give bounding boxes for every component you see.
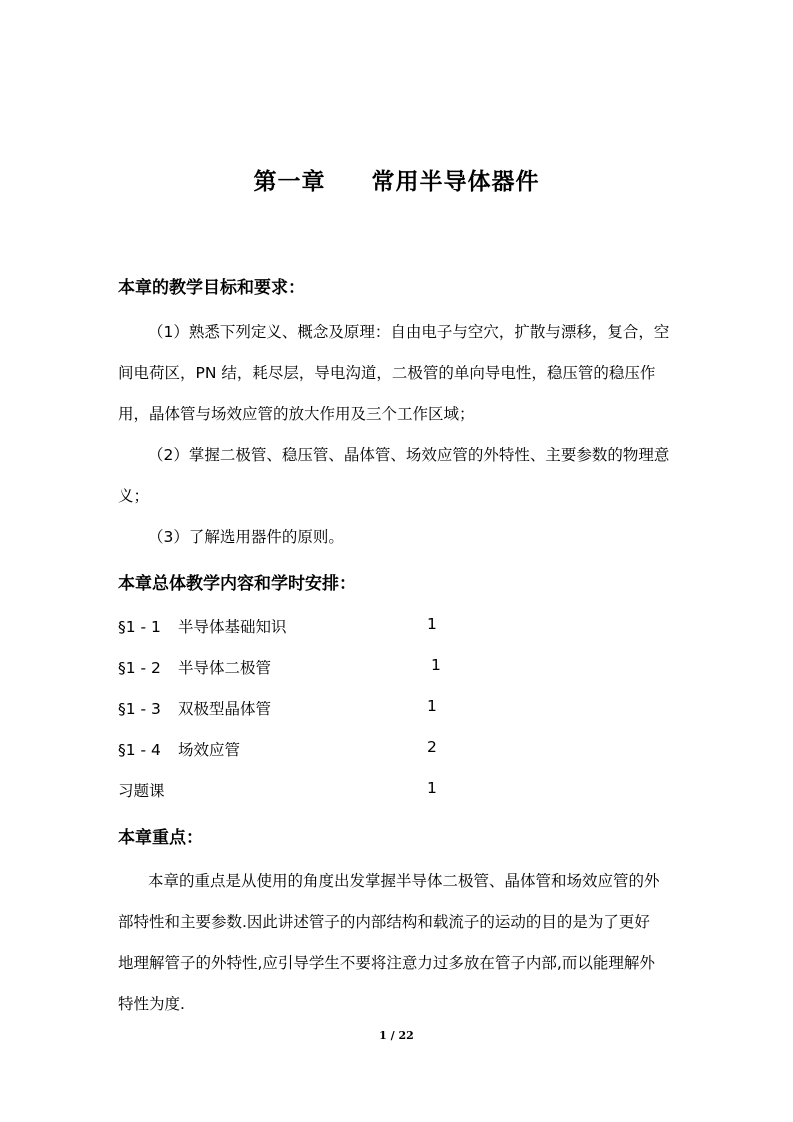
page-number: 1 / 22 [379,1029,414,1042]
schedule-topic: 半导体二极管 [178,659,272,677]
key-points-line: 本章的重点是从使用的角度出发掌握半导体二极管、晶体管和场效应管的外 [148,872,660,890]
key-points-line: 部特性和主要参数.因此讲述管子的内部结构和载流子的运动的目的是为了更好 [118,913,650,931]
goals-heading: 本章的教学目标和要求： [118,278,305,298]
schedule-hours: 1 [427,779,437,797]
goals-line: （3）了解选用器件的原则。 [148,528,344,546]
key-points-line: 特性为度. [118,995,185,1013]
key-points-line: 地理解管子的外特性,应引导学生不要将注意力过多放在管子内部,而以能理解外 [118,954,655,972]
goals-line: 间电荷区，PN 结，耗尽层，导电沟道，二极管的单向导电性，稳压管的稳压作 [118,364,656,382]
goals-line: 用，晶体管与场效应管的放大作用及三个工作区域； [118,405,475,423]
goals-line: （2）掌握二极管、稳压管、晶体管、场效应管的外特性、主要参数的物理意 [148,446,670,464]
schedule-code: §1 - 2 [118,659,161,677]
schedule-row [118,615,458,637]
schedule-topic: 半导体基础知识 [178,618,287,636]
schedule-topic: 双极型晶体管 [178,700,272,718]
schedule-code: §1 - 1 [118,618,161,636]
schedule-row [118,697,458,719]
schedule-topic: 习题课 [118,782,165,800]
schedule-hours: 2 [427,738,437,756]
schedule-topic: 场效应管 [178,741,241,759]
schedule-code: §1 - 4 [118,741,161,759]
goals-line: （1）熟悉下列定义、概念及原理：自由电子与空穴，扩散与漂移，复合，空 [148,323,670,341]
chapter-number: 第一章 [253,169,326,195]
schedule-row [118,779,458,801]
chapter-name: 常用半导体器件 [371,169,540,195]
schedule-hours: 1 [427,615,437,633]
chapter-title [0,163,793,196]
schedule-row [118,738,458,760]
key-points-heading: 本章重点： [118,828,203,848]
schedule-heading: 本章总体教学内容和学时安排： [118,574,356,594]
schedule-hours: 1 [431,656,441,674]
schedule-code: §1 - 3 [118,700,161,718]
schedule-hours: 1 [427,697,437,715]
goals-line: 义； [118,487,150,505]
schedule-row [118,656,458,678]
